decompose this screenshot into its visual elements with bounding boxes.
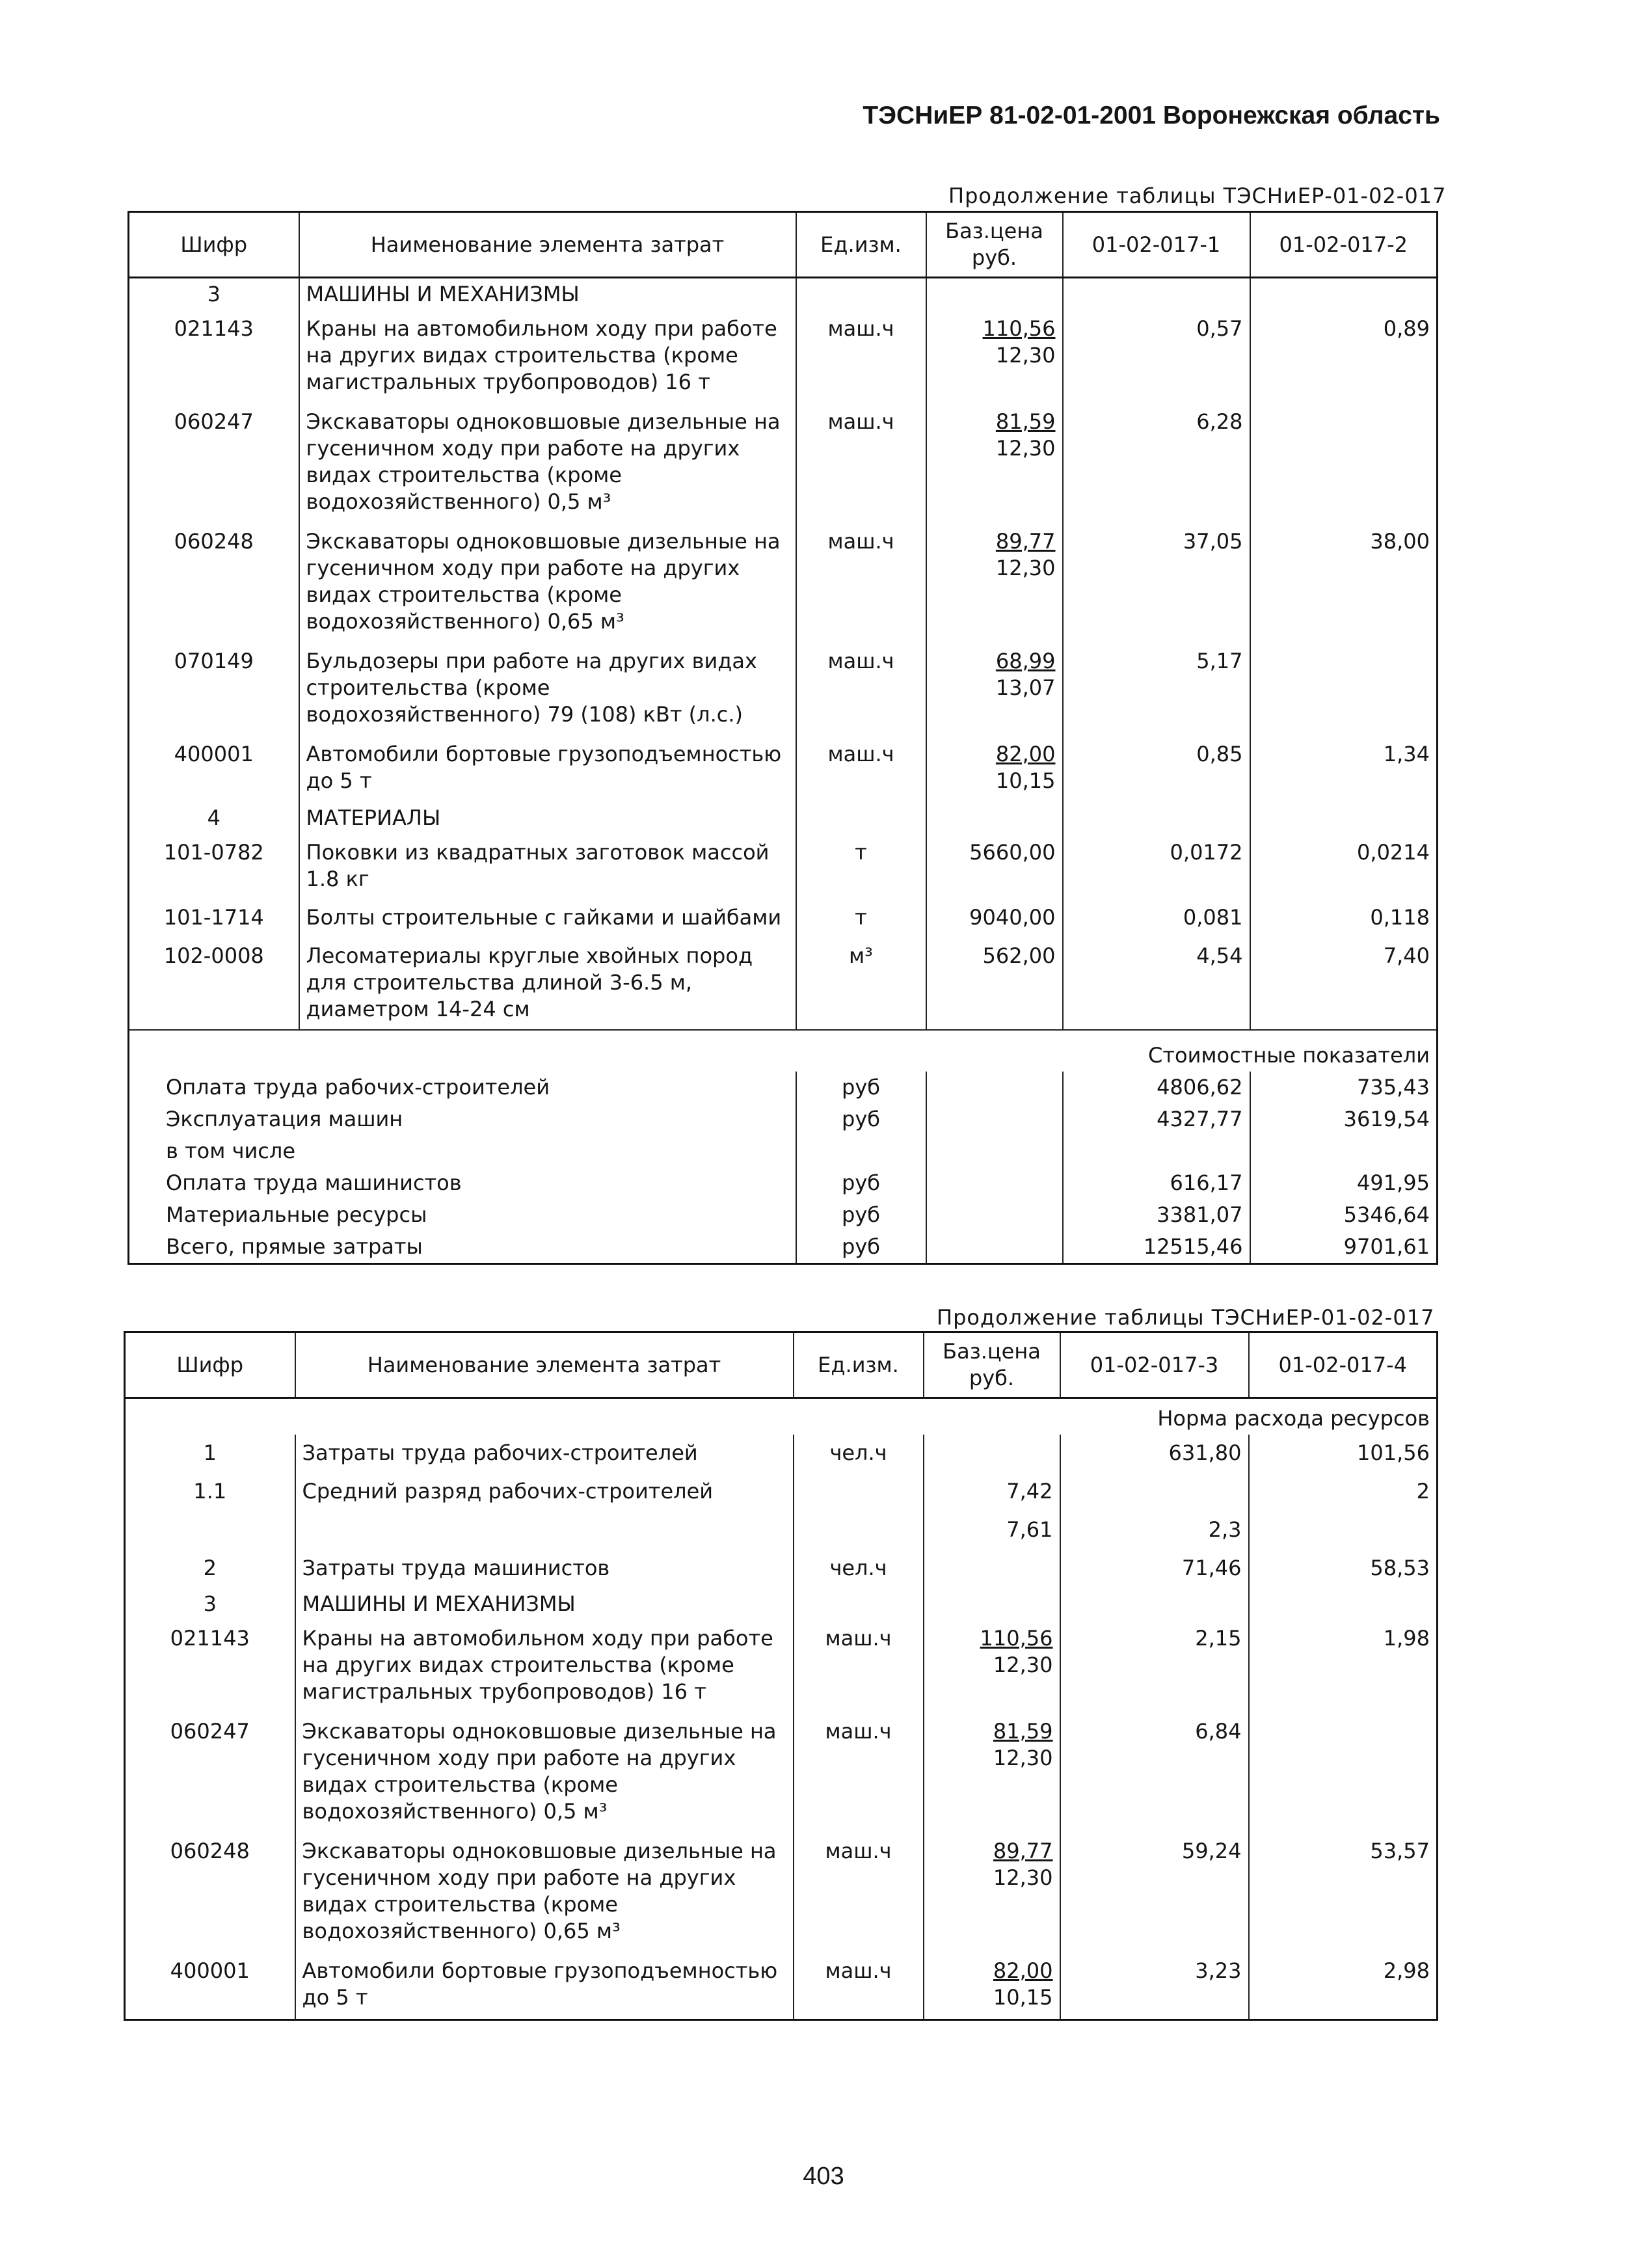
row-price: 110,56 [980, 1626, 1053, 1651]
cost-row [129, 1199, 1438, 1231]
table-row [129, 643, 1438, 736]
row-value-1: 5,17 [1063, 643, 1250, 736]
row-name: Краны на автомобильном ходу при работе на других видах строительства (кроме магистральных трубопроводов) 16 т [299, 310, 796, 403]
row-value-2: 2,98 [1249, 1952, 1438, 2020]
col-header-price: Баз.цена руб. [924, 1332, 1060, 1398]
cost-empty [926, 1103, 1063, 1135]
row-price: 82,00 [993, 1958, 1053, 1983]
cost-empty [926, 1231, 1063, 1264]
col-header-code: Шифр [125, 1332, 295, 1398]
cost-empty [926, 1199, 1063, 1231]
row-code: 060247 [129, 403, 299, 523]
row-name: Экскаваторы одноковшовые дизельные на гусеничном ходу при работе на других видах строительства (кроме водохозяйственного) 0,5 м³ [299, 403, 796, 523]
table2-caption: Продолжение таблицы ТЭСНиЕР-01-02-017 [937, 1305, 1435, 1330]
col-header-017-2: 01-02-017-2 [1250, 212, 1438, 278]
cost-value-1: 616,17 [1063, 1167, 1250, 1199]
empty-cell [926, 802, 1063, 834]
row-price: 89,77 [995, 529, 1056, 554]
row-name: Экскаваторы одноковшовые дизельные на гусеничном ходу при работе на других видах строительства (кроме водохозяйственного) 0,5 м³ [295, 1713, 794, 1833]
row-value-2: 0,118 [1250, 899, 1438, 938]
row-value-1: 71,46 [1060, 1550, 1249, 1588]
cost-row [129, 1072, 1438, 1103]
cost-value-2: 3619,54 [1250, 1103, 1438, 1135]
row-unit: м³ [796, 938, 926, 1030]
row-name: Автомобили бортовые грузоподъемностью до 5 т [295, 1952, 794, 2020]
cost-value-2: 9701,61 [1250, 1231, 1438, 1264]
row-price-cell [926, 736, 1063, 802]
col-header-unit: Ед.изм. [796, 212, 926, 278]
row-unit [794, 1511, 924, 1550]
table-row [129, 403, 1438, 523]
row-code: 060247 [125, 1713, 295, 1833]
cost-value-1: 4327,77 [1063, 1103, 1250, 1135]
cost-empty [926, 1167, 1063, 1199]
row-value-2: 1,34 [1250, 736, 1438, 802]
cost-unit: руб [796, 1199, 926, 1231]
cost-unit: руб [796, 1231, 926, 1264]
norm-label: Норма расхода ресурсов [125, 1398, 1438, 1435]
row-price: 89,77 [993, 1839, 1053, 1863]
row-name: Краны на автомобильном ходу при работе на других видах строительства (кроме магистральных трубопроводов) 16 т [295, 1620, 794, 1713]
section-row-machines [125, 1588, 1438, 1620]
col-header-017-4: 01-02-017-4 [1249, 1332, 1438, 1398]
row-price-cell [924, 1620, 1060, 1713]
row-unit: маш.ч [794, 1713, 924, 1833]
section-row-materials [129, 802, 1438, 834]
row-price [924, 1550, 1060, 1588]
row-value-2 [1249, 1713, 1438, 1833]
row-name: Затраты труда машинистов [295, 1550, 794, 1588]
cost-label: Стоимостные показатели [129, 1030, 1438, 1072]
row-value-2: 38,00 [1250, 523, 1438, 643]
row-unit: т [796, 834, 926, 899]
cost-label: Оплата труда рабочих-строителей [129, 1072, 796, 1103]
row-name: Болты строительные с гайками и шайбами [299, 899, 796, 938]
cost-value-1: 12515,46 [1063, 1231, 1250, 1264]
table-row [129, 834, 1438, 899]
cost-row [129, 1135, 1438, 1167]
empty-cell [1060, 1588, 1249, 1620]
row-price: 5660,00 [926, 834, 1063, 899]
row-price-cell [926, 310, 1063, 403]
row-value-1: 0,85 [1063, 736, 1250, 802]
row-value-1: 59,24 [1060, 1833, 1249, 1952]
col-header-017-1: 01-02-017-1 [1063, 212, 1250, 278]
table1-caption: Продолжение таблицы ТЭСНиЕР-01-02-017 [948, 183, 1447, 208]
row-value-1: 37,05 [1063, 523, 1250, 643]
row-value-2: 0,0214 [1250, 834, 1438, 899]
row-name: Лесоматериалы круглые хвойных пород для строительства длиной 3-6.5 м, диаметром 14-24 см [299, 938, 796, 1030]
norm-label-row [125, 1398, 1438, 1435]
row-value-1: 2,3 [1060, 1511, 1249, 1550]
row-value-1: 3,23 [1060, 1952, 1249, 2020]
row-code: 1 [125, 1435, 295, 1473]
row-unit: маш.ч [796, 403, 926, 523]
cost-label: Всего, прямые затраты [129, 1231, 796, 1264]
table-row [125, 1713, 1438, 1833]
row-code: 070149 [129, 643, 299, 736]
row-unit: маш.ч [796, 310, 926, 403]
row-price-operator: 12,30 [993, 1865, 1053, 1890]
section-title: МАШИНЫ И МЕХАНИЗМЫ [295, 1588, 794, 1620]
page-header: ТЭСНиЕР 81-02-01-2001 Воронежская область [863, 101, 1440, 129]
row-code: 1.1 [125, 1473, 295, 1511]
section-code: 3 [125, 1588, 295, 1620]
cost-label: Эксплуатация машин [129, 1103, 796, 1135]
row-price-operator: 13,07 [995, 675, 1056, 700]
row-value-2: 1,98 [1249, 1620, 1438, 1713]
row-code: 101-0782 [129, 834, 299, 899]
cost-unit: руб [796, 1103, 926, 1135]
row-price-cell [924, 1952, 1060, 2020]
row-price-cell [926, 523, 1063, 643]
row-price-operator: 12,30 [995, 436, 1056, 461]
page-number: 403 [803, 2163, 844, 2190]
row-unit: маш.ч [794, 1620, 924, 1713]
row-code: 400001 [129, 736, 299, 802]
row-unit: чел.ч [794, 1550, 924, 1588]
row-value-2: 0,89 [1250, 310, 1438, 403]
cost-value-1: 4806,62 [1063, 1072, 1250, 1103]
row-unit: маш.ч [796, 523, 926, 643]
row-value-2 [1250, 643, 1438, 736]
row-price: 7,61 [924, 1511, 1060, 1550]
row-price: 9040,00 [926, 899, 1063, 938]
row-name: Затраты труда рабочих-строителей [295, 1435, 794, 1473]
row-value-2: 101,56 [1249, 1435, 1438, 1473]
row-price: 7,42 [924, 1473, 1060, 1511]
row-name: Средний разряд рабочих-строителей [295, 1473, 794, 1511]
row-name: Автомобили бортовые грузоподъемностью до 5 т [299, 736, 796, 802]
col-header-price: Баз.цена руб. [926, 212, 1063, 278]
row-value-1: 0,0172 [1063, 834, 1250, 899]
row-price-operator: 12,30 [995, 343, 1056, 368]
col-header-code: Шифр [129, 212, 299, 278]
row-name: Экскаваторы одноковшовые дизельные на гусеничном ходу при работе на других видах строительства (кроме водохозяйственного) 0,65 м³ [295, 1833, 794, 1952]
row-code: 021143 [125, 1620, 295, 1713]
cost-row [129, 1167, 1438, 1199]
row-value-1 [1060, 1473, 1249, 1511]
cost-value-2: 735,43 [1250, 1072, 1438, 1103]
table-row [125, 1952, 1438, 2020]
row-price: 68,99 [995, 649, 1056, 673]
row-name: Поковки из квадратных заготовок массой 1.8 кг [299, 834, 796, 899]
row-value-2 [1249, 1511, 1438, 1550]
row-value-1: 0,57 [1063, 310, 1250, 403]
row-price-operator: 12,30 [995, 556, 1056, 580]
row-value-1: 2,15 [1060, 1620, 1249, 1713]
section-title: МАТЕРИАЛЫ [299, 802, 796, 834]
cost-label-row [129, 1030, 1438, 1072]
section-row-machines [129, 278, 1438, 311]
row-value-2 [1250, 403, 1438, 523]
cost-value-2: 5346,64 [1250, 1199, 1438, 1231]
row-value-1: 6,28 [1063, 403, 1250, 523]
row-price: 81,59 [993, 1719, 1053, 1744]
table-row [125, 1511, 1438, 1550]
row-price-cell [926, 643, 1063, 736]
cost-label: Материальные ресурсы [129, 1199, 796, 1231]
table-row [125, 1620, 1438, 1713]
resource-table-1 [127, 211, 1438, 1265]
section-code: 3 [129, 278, 299, 311]
row-code [125, 1511, 295, 1550]
cost-value-1 [1063, 1135, 1250, 1167]
row-value-2: 53,57 [1249, 1833, 1438, 1952]
cost-value-2: 491,95 [1250, 1167, 1438, 1199]
row-unit: маш.ч [794, 1833, 924, 1952]
row-code: 102-0008 [129, 938, 299, 1030]
resource-table-2 [124, 1331, 1438, 2021]
cost-empty [926, 1135, 1063, 1167]
row-name: Экскаваторы одноковшовые дизельные на гусеничном ходу при работе на других видах строительства (кроме водохозяйственного) 0,65 м³ [299, 523, 796, 643]
row-name: Бульдозеры при работе на других видах строительства (кроме водохозяйственного) 79 (108) кВт (л.с.) [299, 643, 796, 736]
row-code: 2 [125, 1550, 295, 1588]
table1-header-row [129, 212, 1438, 278]
section-code: 4 [129, 802, 299, 834]
row-value-1: 6,84 [1060, 1713, 1249, 1833]
row-value-2: 58,53 [1249, 1550, 1438, 1588]
table-row [125, 1833, 1438, 1952]
table2-header-row [125, 1332, 1438, 1398]
cost-unit: руб [796, 1167, 926, 1199]
row-price: 562,00 [926, 938, 1063, 1030]
cost-unit [796, 1135, 926, 1167]
row-price-cell [924, 1713, 1060, 1833]
empty-cell [794, 1588, 924, 1620]
empty-cell [1063, 802, 1250, 834]
table-row [129, 736, 1438, 802]
row-unit: маш.ч [794, 1952, 924, 2020]
table-row [129, 310, 1438, 403]
table-row [125, 1435, 1438, 1473]
empty-cell [924, 1588, 1060, 1620]
row-price: 81,59 [995, 409, 1056, 434]
cost-value-2 [1250, 1135, 1438, 1167]
row-code: 101-1714 [129, 899, 299, 938]
row-name [295, 1511, 794, 1550]
cost-label: Оплата труда машинистов [129, 1167, 796, 1199]
row-price-operator: 12,30 [993, 1653, 1053, 1677]
row-code: 060248 [129, 523, 299, 643]
section-title: МАШИНЫ И МЕХАНИЗМЫ [299, 278, 796, 311]
cost-empty [926, 1072, 1063, 1103]
row-price: 110,56 [982, 316, 1056, 341]
table-row [129, 938, 1438, 1030]
row-code: 021143 [129, 310, 299, 403]
row-price-operator: 12,30 [993, 1746, 1053, 1770]
row-unit: чел.ч [794, 1435, 924, 1473]
row-unit: т [796, 899, 926, 938]
col-header-name: Наименование элемента затрат [295, 1332, 794, 1398]
row-value-1: 631,80 [1060, 1435, 1249, 1473]
empty-cell [1250, 802, 1438, 834]
row-price-cell [924, 1833, 1060, 1952]
row-code: 060248 [125, 1833, 295, 1952]
row-price-operator: 10,15 [993, 1985, 1053, 2010]
col-header-name: Наименование элемента затрат [299, 212, 796, 278]
empty-cell [1249, 1588, 1438, 1620]
row-unit [794, 1473, 924, 1511]
table-row [125, 1550, 1438, 1588]
cost-row [129, 1103, 1438, 1135]
row-unit: маш.ч [796, 736, 926, 802]
row-unit: маш.ч [796, 643, 926, 736]
row-price-cell [926, 403, 1063, 523]
row-value-1: 4,54 [1063, 938, 1250, 1030]
row-price [924, 1435, 1060, 1473]
table-row [125, 1473, 1438, 1511]
row-price: 82,00 [995, 742, 1056, 766]
col-header-unit: Ед.изм. [794, 1332, 924, 1398]
empty-cell [796, 802, 926, 834]
cost-unit: руб [796, 1072, 926, 1103]
row-code: 400001 [125, 1952, 295, 2020]
cost-value-1: 3381,07 [1063, 1199, 1250, 1231]
row-value-2: 2 [1249, 1473, 1438, 1511]
row-value-1: 0,081 [1063, 899, 1250, 938]
cost-label: в том числе [129, 1135, 796, 1167]
table-row [129, 899, 1438, 938]
row-price-operator: 10,15 [995, 768, 1056, 793]
row-value-2: 7,40 [1250, 938, 1438, 1030]
col-header-017-3: 01-02-017-3 [1060, 1332, 1249, 1398]
cost-row [129, 1231, 1438, 1264]
table-row [129, 523, 1438, 643]
